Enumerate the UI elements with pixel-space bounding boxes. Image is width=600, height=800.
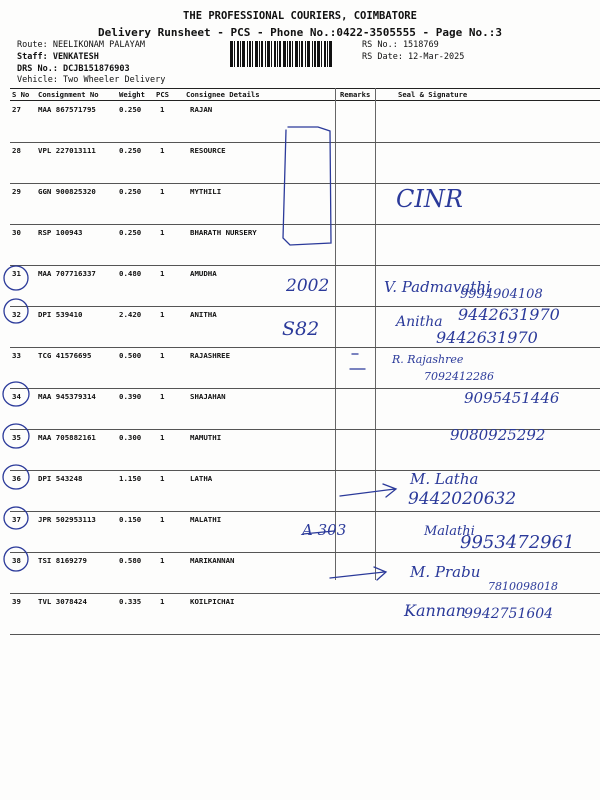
row-pcs: 1 <box>160 105 165 114</box>
hand-signature-r31: V. Padmavathi <box>384 278 491 296</box>
row-sno: 38 <box>12 556 21 565</box>
row-pcs: 1 <box>160 597 165 606</box>
row-pcs: 1 <box>160 433 165 442</box>
hand-phone-r35: 9080925292 <box>450 426 546 444</box>
hand-phone-r37: 9953472961 <box>460 532 575 553</box>
col-header-sno: S No <box>12 90 30 99</box>
row-consignment-no: MAA 707716337 <box>38 269 96 278</box>
row-consignment-no: RSP 100943 <box>38 228 83 237</box>
row-sno: 35 <box>12 433 21 442</box>
hand-signature-r36: M. Latha <box>410 470 479 488</box>
hand-phone-r38: 7810098018 <box>488 580 558 593</box>
row-weight: 2.420 <box>119 310 142 319</box>
row-weight: 0.250 <box>119 187 142 196</box>
row-consignee: MYTHILI <box>190 187 222 196</box>
row-consignee: MARIKANNAN <box>190 556 235 565</box>
row-sno: 32 <box>12 310 21 319</box>
hand-signature-r38: M. Prabu <box>410 563 481 581</box>
col-header-seal-signature: Seal & Signature <box>398 90 468 99</box>
row-sno: 39 <box>12 597 21 606</box>
row-pcs: 1 <box>160 474 165 483</box>
row-weight: 0.250 <box>119 105 142 114</box>
hand-signature-r37: Malathi <box>424 524 475 539</box>
rs-date: RS Date: 12-Mar-2025 <box>362 52 465 62</box>
row-consignee: BHARATH NURSERY <box>190 228 257 237</box>
row-sno: 27 <box>12 105 21 114</box>
company-title: THE PROFESSIONAL COURIERS, COIMBATORE <box>183 10 417 22</box>
row-consignment-no: MAA 705882161 <box>38 433 96 442</box>
circle-mark <box>3 424 29 448</box>
circle-mark <box>4 299 28 323</box>
row-weight: 0.150 <box>119 515 142 524</box>
row-pcs: 1 <box>160 351 165 360</box>
hand-phone-r36: 9442020632 <box>408 489 517 509</box>
row-sno: 29 <box>12 187 21 196</box>
row-pcs: 1 <box>160 515 165 524</box>
row-weight: 0.335 <box>119 597 142 606</box>
vehicle-label: Vehicle: Two Wheeler Delivery <box>17 75 166 85</box>
row-pcs: 1 <box>160 187 165 196</box>
row-consignment-no: TVL 3078424 <box>38 597 87 606</box>
hand-phone-r33: 7092412286 <box>424 370 494 383</box>
drs-number: DRS No.: DCJB151876903 <box>17 64 130 74</box>
row-consignee: MAMUTHI <box>190 433 222 442</box>
hand-phone-r32-b: 9442631970 <box>436 328 538 347</box>
hand-remark-r37: A 303 <box>302 521 347 539</box>
row-sno: 36 <box>12 474 21 483</box>
hand-signature-r29: CINR <box>396 185 463 213</box>
bracket-mark <box>283 127 331 245</box>
row-sno: 37 <box>12 515 21 524</box>
col-header-pcs: PCS <box>156 90 169 99</box>
row-consignee: ANITHA <box>190 310 217 319</box>
row-sno: 30 <box>12 228 21 237</box>
row-pcs: 1 <box>160 310 165 319</box>
row-weight: 0.250 <box>119 146 142 155</box>
rs-number: RS No.: 1518769 <box>362 40 439 50</box>
staff-label: Staff: VENKATESH <box>17 52 99 62</box>
row-consignee: MALATHI <box>190 515 222 524</box>
row-pcs: 1 <box>160 269 165 278</box>
row-pcs: 1 <box>160 392 165 401</box>
hand-phone-r31: 9994904108 <box>460 287 543 302</box>
hand-phone-r34: 9095451446 <box>464 389 560 407</box>
row-sno: 31 <box>12 269 21 278</box>
row-pcs: 1 <box>160 556 165 565</box>
arrow-mark <box>330 567 386 580</box>
row-consignment-no: JPR 502953113 <box>38 515 96 524</box>
row-pcs: 1 <box>160 228 165 237</box>
col-header-consignment: Consignment No <box>38 90 99 99</box>
col-header-consignee: Consignee Details <box>186 90 260 99</box>
circle-mark <box>4 266 28 290</box>
row-consignee: LATHA <box>190 474 213 483</box>
row-weight: 0.300 <box>119 433 142 442</box>
hand-remark-r31: 2002 <box>286 276 330 296</box>
hand-signature-r32: Anitha <box>396 314 443 330</box>
arrow-mark <box>340 484 396 497</box>
row-weight: 0.390 <box>119 392 142 401</box>
col-header-weight: Weight <box>119 90 145 99</box>
row-pcs: 1 <box>160 146 165 155</box>
row-weight: 0.480 <box>119 269 142 278</box>
circle-mark <box>3 465 29 489</box>
hand-phone-r39: 9942751604 <box>464 606 554 622</box>
row-consignment-no: DPI 539410 <box>38 310 83 319</box>
circle-mark <box>3 382 29 406</box>
runsheet-title: Delivery Runsheet - PCS - Phone No.:0422-3505555 - Page No.:3 <box>98 26 502 39</box>
row-consignment-no: DPI 543248 <box>38 474 83 483</box>
row-consignee: RAJAN <box>190 105 213 114</box>
hand-signature-r39: Kannan <box>404 601 466 620</box>
col-header-remarks: Remarks <box>340 90 371 99</box>
row-sno: 34 <box>12 392 21 401</box>
hand-phone-r32-a: 9442631970 <box>458 305 560 324</box>
row-consignment-no: MAA 867571795 <box>38 105 96 114</box>
row-consignee: RAJASHREE <box>190 351 231 360</box>
route-label: Route: NEELIKONAM PALAYAM <box>17 40 145 50</box>
row-consignment-no: MAA 945379314 <box>38 392 96 401</box>
circle-mark <box>4 507 28 529</box>
row-weight: 1.150 <box>119 474 142 483</box>
row-sno: 33 <box>12 351 21 360</box>
row-consignment-no: TSI 8169279 <box>38 556 87 565</box>
hand-remark-r32: S82 <box>282 318 320 340</box>
row-consignee: SHAJAHAN <box>190 392 226 401</box>
row-consignee: RESOURCE <box>190 146 226 155</box>
hand-signature-r33: R. Rajashree <box>392 353 464 366</box>
row-consignment-no: TCG 41576695 <box>38 351 92 360</box>
row-consignee: KOILPICHAI <box>190 597 235 606</box>
row-weight: 0.580 <box>119 556 142 565</box>
row-weight: 0.500 <box>119 351 142 360</box>
row-consignment-no: VPL 227013111 <box>38 146 96 155</box>
row-weight: 0.250 <box>119 228 142 237</box>
row-sno: 28 <box>12 146 21 155</box>
circle-mark <box>4 547 28 571</box>
row-consignment-no: GGN 900825320 <box>38 187 96 196</box>
row-consignee: AMUDHA <box>190 269 217 278</box>
